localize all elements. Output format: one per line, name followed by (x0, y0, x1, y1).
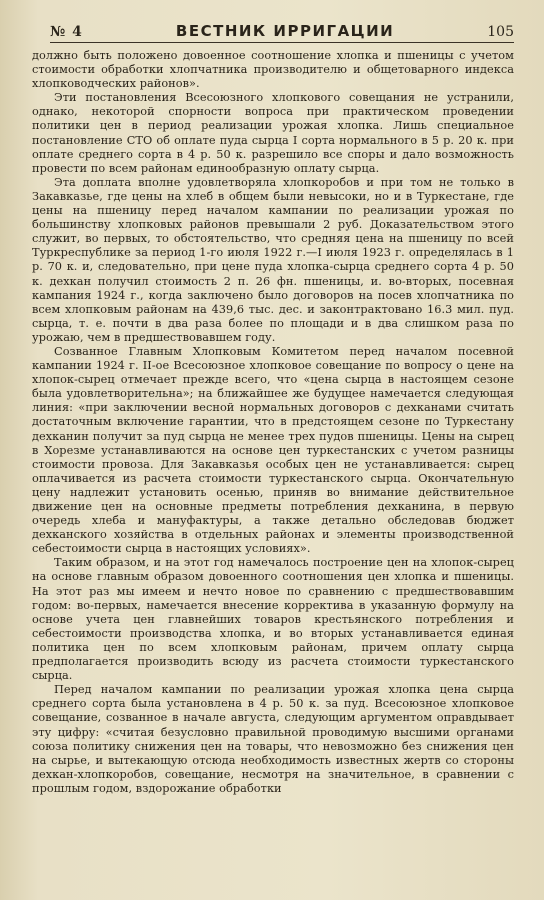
paragraph: Перед началом кампании по реализации урожая хлопка цена сырца среднего сорта была установлена в 4 р. 50 к. за пуд. Всесоюзное хлопковое совещание, созванное в начале августа, следующим аргументом оправдывает эту цифру: «считая безусловно правильной проводимую высшими органами союза политику снижения цен на товары, что невозможно без снижения цен на сырье, и вытекающую отсюда необходимость известных жертв со стороны дехкан-хлопкоробов, совещание, несмотря на значительное, в сравнении с прошлым годом, вздорожание обработки (32, 683, 514, 795)
paragraph-continued: должно быть положено довоенное соотношение хлопка и пшеницы с учетом стоимости обработки хлопчатника производителю и общетоварного индекса хлопководческих районов». (32, 49, 514, 91)
paragraph: Эта доплата вполне удовлетворяла хлопкоробов и при том не только в Закавказье, где цены на хлеб в общем были невысоки, но и в Туркестане, где цены на пшеницу перед началом кампании по реализации урожая по большинству хлопковых районов превышали 2 руб. Доказательством этого служит, во первых, то обстоятельство, что средняя цена на пшеницу по всей Туркреспублике за период 1-го июля 1922 г.—I июля 1923 г. определялась в 1 р. 70 к. и, следовательно, при цене пуда хлопка-сырца среднего сорта 4 р. 50 к. дехкан получил стоимость 2 п. 26 фн. пшеницы, и. во-вторых, посевная кампания 1924 г., когда заключено было договоров на посев хлопчатника по всем хлопковым районам на 439,6 тыс. дес. и законтрактовано 16.3 мил. пуд. сырца, т. е. почти в два раза более по площади и в два слишком раза по урожаю, чем в предшествовавшем году. (32, 175, 514, 344)
journal-title: ВЕСТНИК ИРРИГАЦИИ (175, 22, 395, 40)
paragraph: Созванное Главным Хлопковым Комитетом перед началом посевной кампании 1924 г. II-ое Всесоюзное хлопковое совещание по вопросу о цене на хлопок-сырец отмечает прежде всего, что «цена сырца в настоящем сезоне была удовлетворительна»; на ближайшее же будущее намечается следующая линия: «при заключении весной нормальных договоров с дехканами считать достаточным включение гарантии, что в предстоящем сезоне по Туркестану дехканин получит за пуд сырца не менее трех пудов пшеницы. Цены на сырец в Хорезме устанавливаются на основе цен туркестанских с учетом разницы стоимости провоза. Для Закавказья особых цен не устанавливается: сырец оплачивается из расчета стоимости туркестанского сырца. Окончательную цену надлежит установить осенью, приняв во внимание действительное движение цен на основные предметы потребления дехканина, в первую очередь хлеба и мануфактуры, а также детально обследовав бюджет дехканского хозяйства в отдельных районах и элементы производственной себестоимости сырца в настоящих условиях». (32, 344, 514, 556)
issue-number: № 4 (50, 24, 83, 40)
paragraph: Таким образом, и на этот год намечалось построение цен на хлопок-сырец на основе главным образом довоенного соотношения цен хлопка и пшеницы. На этот раз мы имеем и нечто новое по сравнению с предшествовавшим годом: во-первых, намечается внесение корректива в указанную формулу на основе учета цен главнейших товаров крестьянского потребления и себестоимости производства хлопка, и во вторых устанавливается единая политика цен по всем хлопковым районам, причем оплату сырца предполагается производить всюду из расчета стоимости туркестанского сырца. (32, 556, 514, 683)
paragraph: Эти постановления Всесоюзного хлопкового совещания не устранили, однако, некоторой спорности вопроса при практическом проведении политики цен в период реализации урожая хлопка. Лишь специальное постановление СТО об оплате пуда сырца I сорта нормального в 5 р. 20 к. при оплате среднего сорта в 4 р. 50 к. разрешило все споры и дало возможность провести по всем районам единообразную оплату сырца. (32, 91, 514, 175)
page-number: 105 (487, 24, 514, 40)
article-body (32, 49, 514, 796)
running-header (50, 22, 514, 43)
